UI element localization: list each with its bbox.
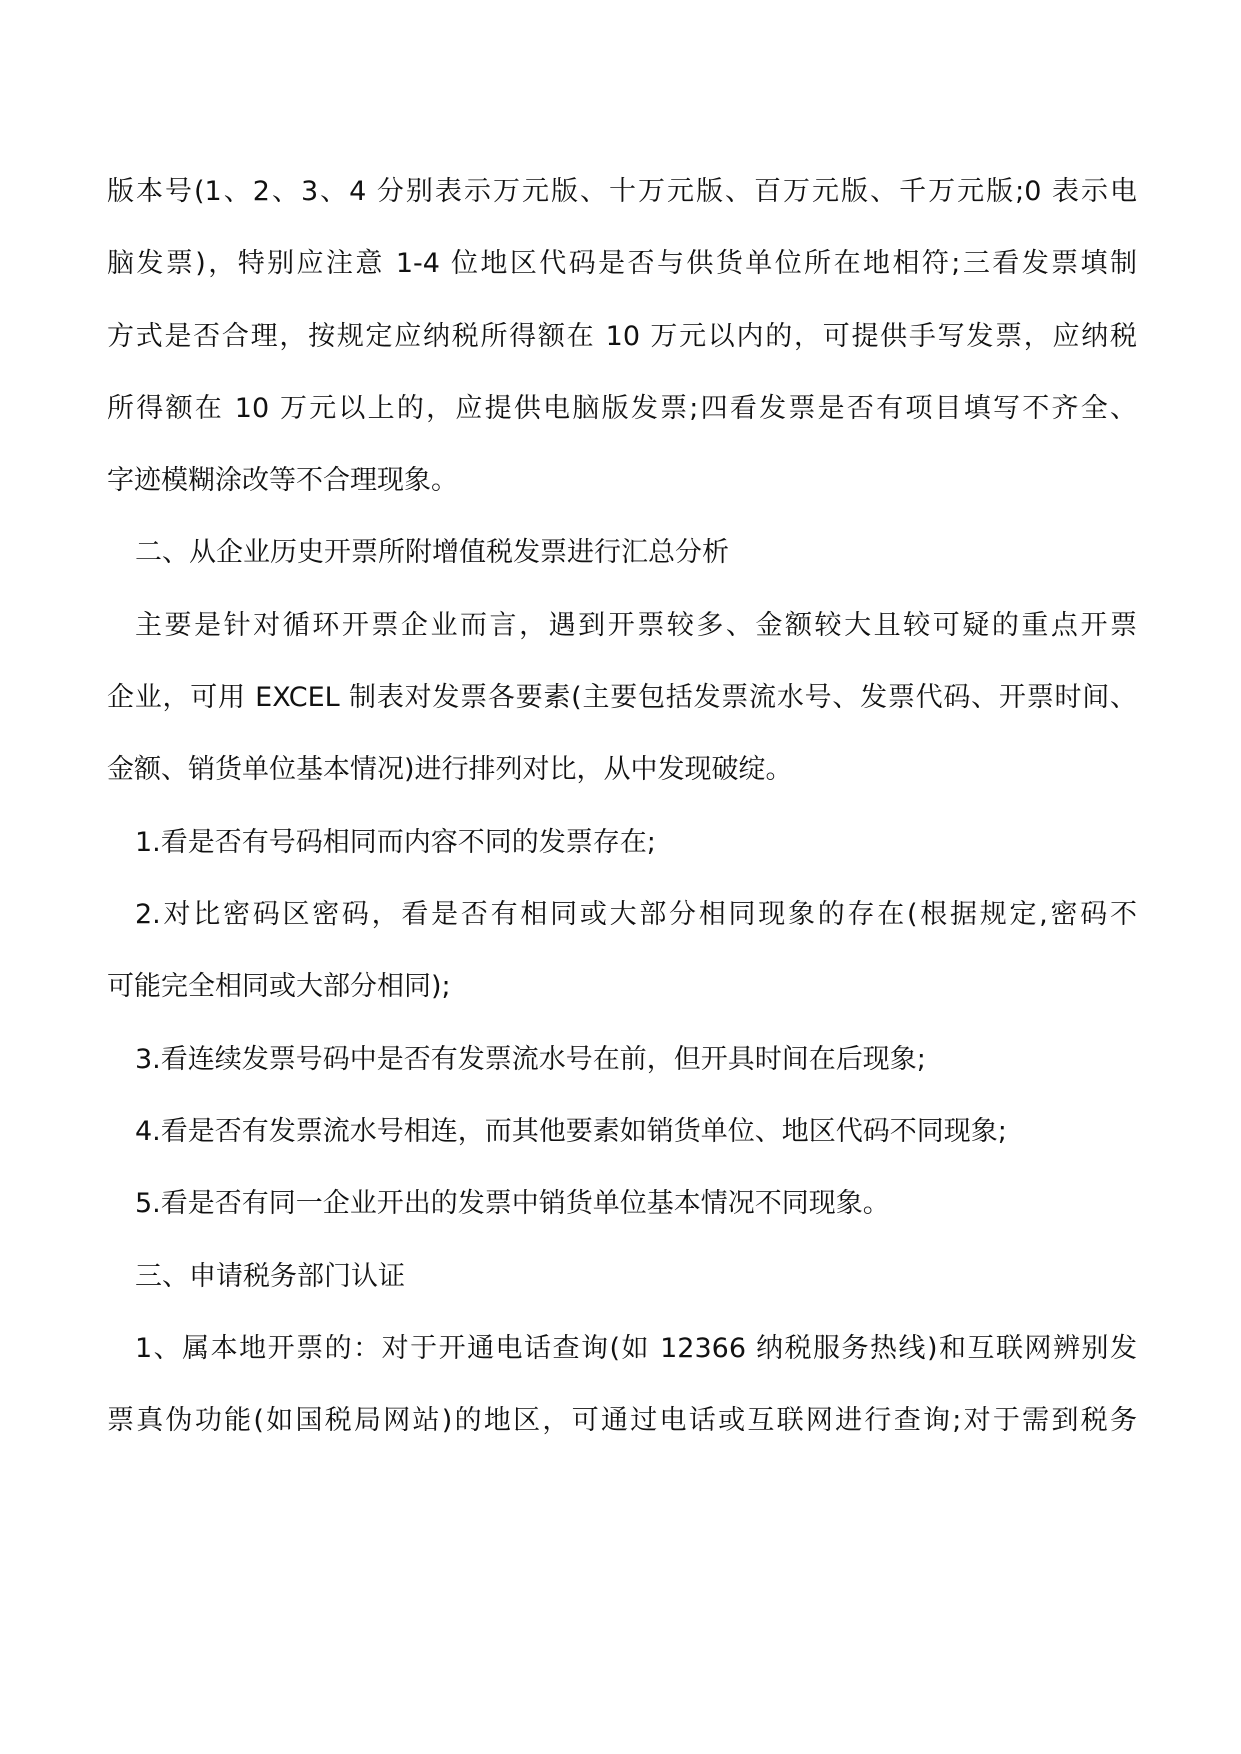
paragraph-line: 脑发票)，特别应注意 1-4 位地区代码是否与供货单位所在地相符;三看发票填制 (107, 248, 1137, 279)
paragraph-line: 企业，可用 EXCEL 制表对发票各要素(主要包括发票流水号、发票代码、开票时间、 (107, 682, 1137, 713)
paragraph-line: 票真伪功能(如国税局网站)的地区，可通过电话或互联网进行查询;对于需到税务 (107, 1405, 1137, 1436)
list-item: 2.对比密码区密码，看是否有相同或大部分相同现象的存在(根据规定,密码不 (135, 899, 1137, 930)
list-item: 5.看是否有同一企业开出的发票中销货单位基本情况不同现象。 (135, 1188, 890, 1219)
list-item: 3.看连续发票号码中是否有发票流水号在前，但开具时间在后现象; (135, 1044, 926, 1075)
paragraph-line: 版本号(1、2、3、4 分别表示万元版、十万元版、百万元版、千万元版;0 表示电 (107, 176, 1137, 207)
list-item-continuation: 可能完全相同或大部分相同); (107, 971, 451, 1002)
section-heading: 二、从企业历史开票所附增值税发票进行汇总分析 (135, 537, 729, 568)
section-heading: 三、申请税务部门认证 (135, 1261, 405, 1292)
paragraph-line: 方式是否合理，按规定应纳税所得额在 10 万元以内的，可提供手写发票，应纳税 (107, 321, 1137, 352)
list-item: 4.看是否有发票流水号相连，而其他要素如销货单位、地区代码不同现象; (135, 1116, 1007, 1147)
list-item: 1.看是否有号码相同而内容不同的发票存在; (135, 827, 656, 858)
paragraph-line: 主要是针对循环开票企业而言，遇到开票较多、金额较大且较可疑的重点开票 (135, 610, 1137, 641)
paragraph-line: 所得额在 10 万元以上的，应提供电脑版发票;四看发票是否有项目填写不齐全、 (107, 393, 1137, 424)
paragraph-line: 字迹模糊涂改等不合理现象。 (107, 465, 458, 496)
paragraph-line: 1、属本地开票的：对于开通电话查询(如 12366 纳税服务热线)和互联网辨别发 (135, 1333, 1137, 1364)
paragraph-line: 金额、销货单位基本情况)进行排列对比，从中发现破绽。 (107, 754, 793, 785)
